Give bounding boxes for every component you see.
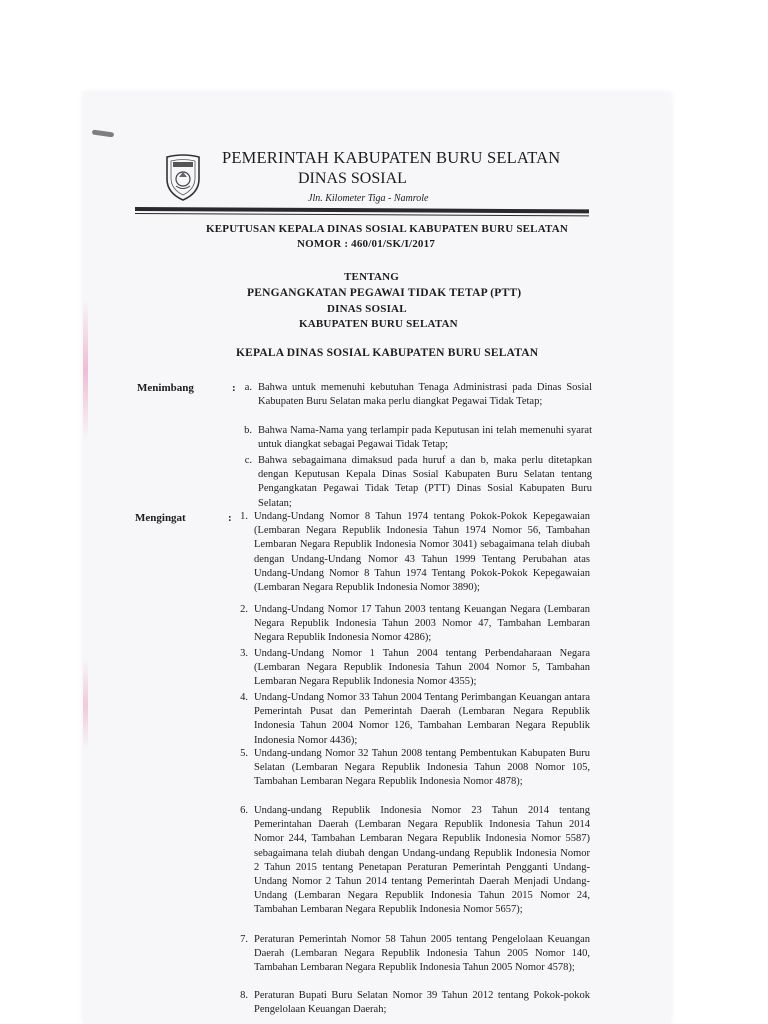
decree-number: NOMOR : 460/01/SK/I/2017 bbox=[297, 238, 436, 250]
agency-name: DINAS SOSIAL bbox=[298, 170, 407, 187]
regency-emblem-icon bbox=[164, 153, 202, 201]
mengingat-marker: 2. bbox=[240, 604, 248, 615]
menimbang-marker: c. bbox=[244, 455, 252, 466]
decree-subject-agency: DINAS SOSIAL bbox=[327, 303, 407, 315]
tentang-heading: TENTANG bbox=[344, 271, 399, 283]
page-edge-stain bbox=[83, 300, 88, 440]
mengingat-marker: 5. bbox=[240, 748, 248, 759]
mengingat-colon: : bbox=[228, 512, 232, 524]
mengingat-item: Peraturan Pemerintah Nomor 58 Tahun 2005 tentang Pengelolaan Keuangan Daerah (Lembaran Negara Republik Indonesia Tahun 2005 Nomor 140, Tambahan Lembaran Negara Republik Indonesia Tahun 2005 Nomor 4578); bbox=[254, 934, 590, 974]
decree-issuer: KEPALA DINAS SOSIAL KABUPATEN BURU SELATAN bbox=[236, 347, 539, 359]
mengingat-label: Mengingat bbox=[135, 512, 186, 524]
menimbang-item: Bahwa Nama-Nama yang terlampir pada Keputusan ini telah memenuhi syarat untuk diangkat sebagai Pegawai Tidak Tetap; bbox=[258, 425, 592, 451]
mengingat-marker: 1. bbox=[240, 511, 248, 522]
menimbang-item: Bahwa sebagaimana dimaksud pada huruf a dan b, maka perlu ditetapkan dengan Keputusan Kepala Dinas Sosial Kabupaten Buru Selatan tentang Pengangkatan Pegawai Tidak Tetap (PTT) Dinas Sosial Kabupaten Buru Selatan; bbox=[258, 455, 592, 509]
mengingat-marker: 8. bbox=[240, 990, 248, 1001]
mengingat-marker: 7. bbox=[240, 934, 248, 945]
page-edge-stain bbox=[83, 660, 88, 750]
menimbang-colon: : bbox=[232, 382, 236, 394]
mengingat-marker: 3. bbox=[240, 648, 248, 659]
decree-title: KEPUTUSAN KEPALA DINAS SOSIAL KABUPATEN BURU SELATAN bbox=[206, 223, 569, 235]
menimbang-marker: b. bbox=[244, 425, 252, 436]
mengingat-item: Undang-Undang Nomor 8 Tahun 1974 tentang Pokok-Pokok Kepegawaian (Lembaran Negara Republik Indonesia Tahun 1974 Nomor 56, Tambahan Lembaran Negara Republik Indonesia Nomor 3041) sebagaimana telah diubah dengan Undang-Undang Nomor 43 Tahun 1999 Tentang Perubahan atas Undang-Undang Nomor 8 Tahun 1974 Tentang Pokok-Pokok Kepegawaian (Lembaran Negara Republik Indonesia Nomor 3890); bbox=[254, 511, 590, 594]
mengingat-item: Peraturan Bupati Buru Selatan Nomor 39 Tahun 2012 tentang Pokok-pokok Pengelolaan Keuangan Daerah; bbox=[254, 990, 590, 1016]
mengingat-item: Undang-Undang Nomor 1 Tahun 2004 tentang Perbendaharaan Negara (Lembaran Negara Republik Indonesia Tahun 2004 Nomor 5, Tambahan Lembaran Negara Republik Indonesia Nomor 4355); bbox=[254, 648, 590, 688]
decree-subject-regency: KABUPATEN BURU SELATAN bbox=[299, 318, 458, 330]
menimbang-item: Bahwa untuk memenuhi kebutuhan Tenaga Administrasi pada Dinas Sosial Kabupaten Buru Selatan maka perlu diangkat Pegawai Tidak Tetap; bbox=[258, 382, 592, 408]
mengingat-marker: 6. bbox=[240, 805, 248, 816]
agency-address: Jln. Kilometer Tiga - Namrole bbox=[308, 193, 429, 204]
mengingat-marker: 4. bbox=[240, 692, 248, 703]
menimbang-label: Menimbang bbox=[137, 382, 194, 394]
menimbang-marker: a. bbox=[244, 382, 252, 393]
mengingat-item: Undang-undang Nomor 32 Tahun 2008 tentang Pembentukan Kabupaten Buru Selatan (Lembaran Negara Republik Indonesia Tahun 2008 Nomor 105, Tambahan Lembaran Negara Republik Indonesia Nomor 4878); bbox=[254, 748, 590, 788]
mengingat-item: Undang-Undang Nomor 17 Tahun 2003 tentang Keuangan Negara (Lembaran Negara Republik Indonesia Tahun 2003 Nomor 47, Tambahan Lembaran Negara Republik Indonesia Nomor 4286); bbox=[254, 604, 590, 644]
mengingat-item: Undang-undang Republik Indonesia Nomor 23 Tahun 2014 tentang Pemerintahan Daerah (Lembaran Negara Republik Indonesia Tahun 2014 Nomor 244, Tambahan Lembaran Negara Republik Indonesia Nomor 5587) sebagaimana telah diubah dengan Undang-undang Republik Indonesia Nomor 2 Tahun 2015 tentang Penetapan Peraturan Pemerintah Pengganti Undang-Undang Nomor 2 Tahun 2014 tentang Pemerintah Daerah Menjadi Undang-Undang (Lembaran Negara Republik Indonesia Tahun 2015 Nomor 24, Tambahan Lembaran Negara Republik Indonesia Nomor 5657); bbox=[254, 805, 590, 916]
mengingat-item: Undang-Undang Nomor 33 Tahun 2004 Tentang Perimbangan Keuangan antara Pemerintah Pusat dan Pemerintah Daerah (Lembaran Negara Republik Indonesia Tahun 2004 Nomor 126, Tambahan Lembaran Negara Republik Indonesia Nomor 4436); bbox=[254, 692, 590, 746]
government-name: PEMERINTAH KABUPATEN BURU SELATAN bbox=[222, 148, 561, 167]
decree-subject: PENGANGKATAN PEGAWAI TIDAK TETAP (PTT) bbox=[247, 287, 522, 299]
